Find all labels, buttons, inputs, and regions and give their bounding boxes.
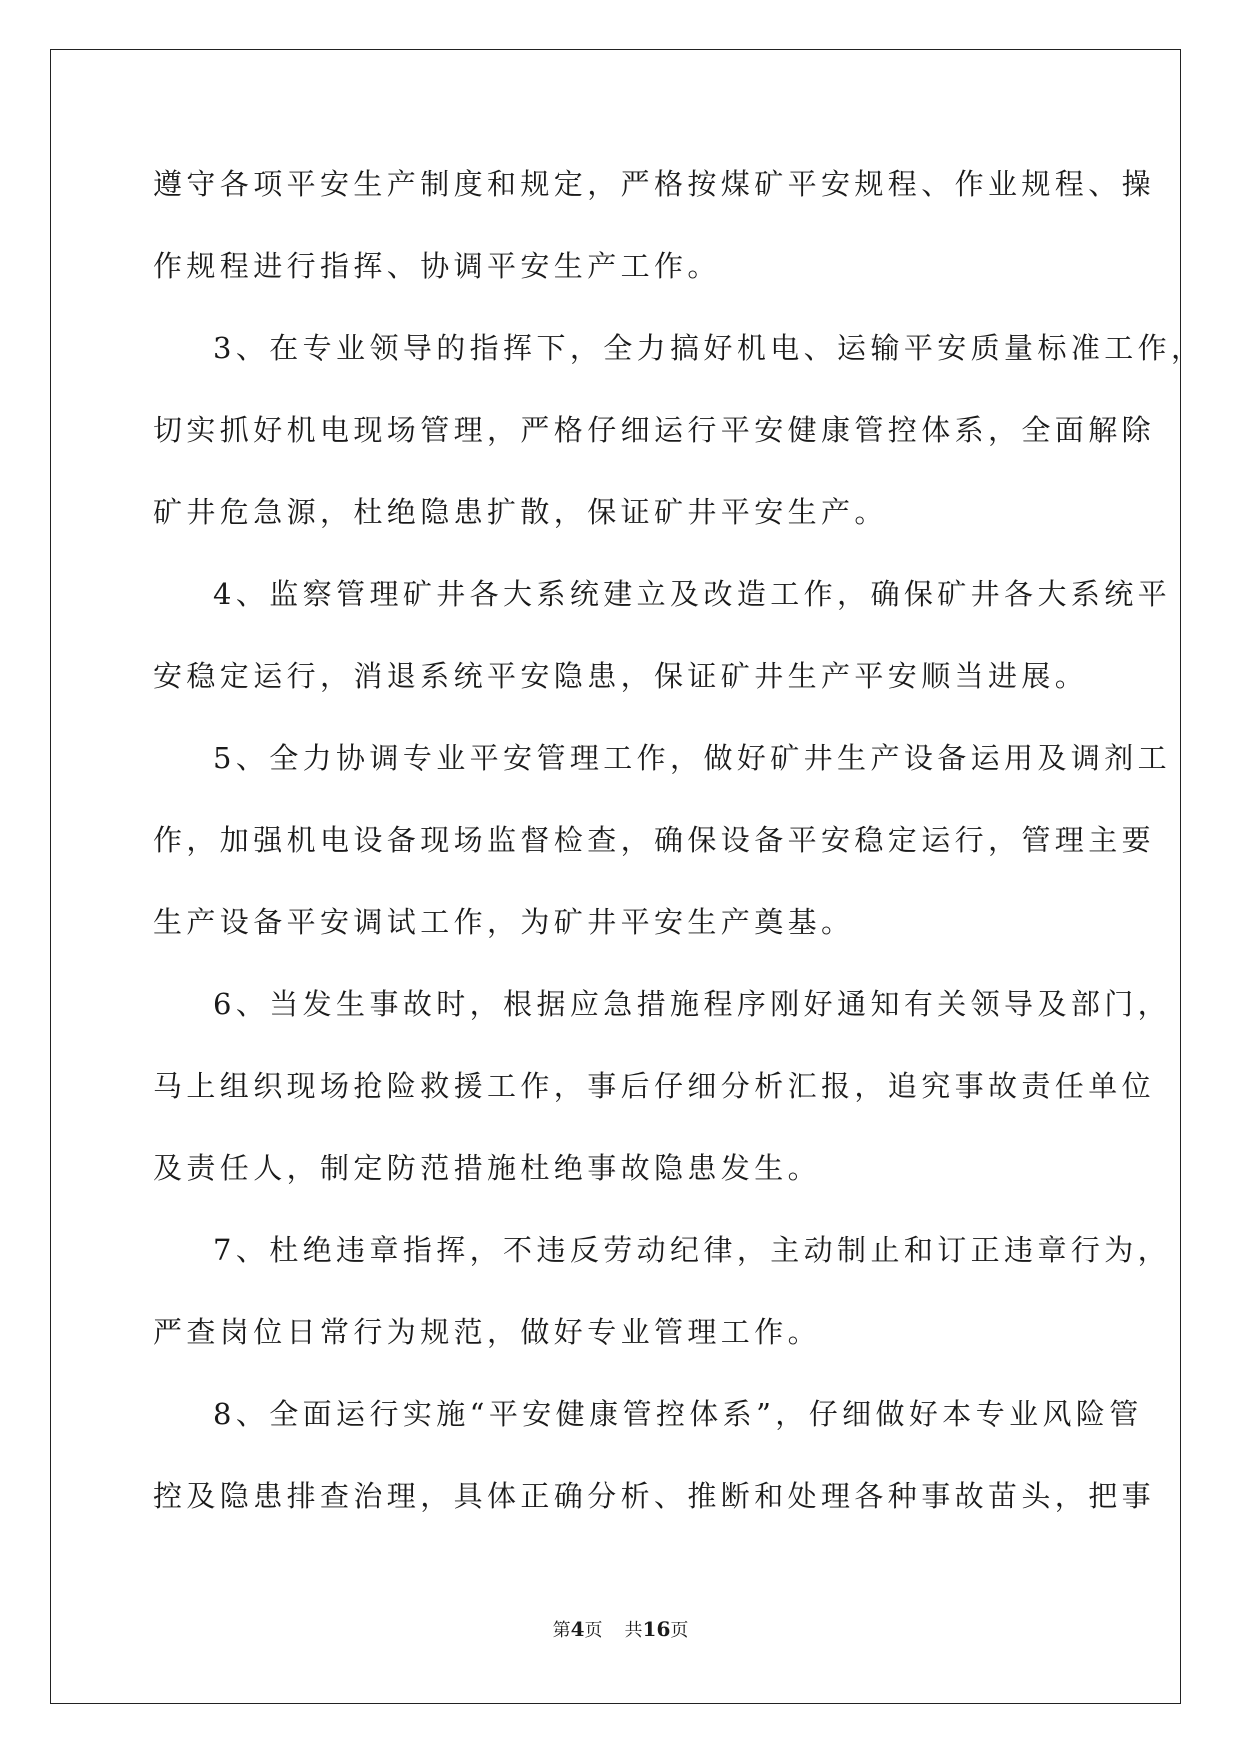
page-footer [0, 1616, 1241, 1642]
text-line: 作规程进行指挥、协调平安生产工作。 [153, 249, 721, 283]
text-line: 矿井危急源，杜绝隐患扩散，保证矿井平安生产。 [153, 495, 888, 529]
footer-page-number: 4 [570, 1617, 585, 1641]
text-line: 生产设备平安调试工作，为矿井平安生产奠基。 [153, 905, 855, 939]
text-line: 遵守各项平安生产制度和规定，严格按煤矿平安规程、作业规程、操 [153, 167, 1156, 201]
text-line: 安稳定运行，消退系统平安隐患，保证矿井生产平安顺当进展。 [153, 659, 1089, 693]
document-body [153, 160, 1205, 1554]
footer-page-prefix: 第 [552, 1620, 571, 1641]
text-line: 及责任人，制定防范措施杜绝事故隐患发生。 [153, 1151, 822, 1185]
text-line: 4、监察管理矿井各大系统建立及改造工作，确保矿井各大系统平 [213, 577, 1172, 611]
text-line: 8、全面运行实施“平安健康管控体系”，仔细做好本专业风险管 [213, 1397, 1143, 1431]
text-line: 3、在专业领导的指挥下，全力搞好机电、运输平安质量标准工作， [213, 331, 1205, 365]
text-line: 作，加强机电设备现场监督检查，确保设备平安稳定运行，管理主要 [153, 823, 1156, 857]
text-line: 严查岗位日常行为规范，做好专业管理工作。 [153, 1315, 822, 1349]
text-line: 6、当发生事故时，根据应急措施程序刚好通知有关领导及部门， [213, 987, 1172, 1021]
text-line: 切实抓好机电现场管理，严格仔细运行平安健康管控体系，全面解除 [153, 413, 1156, 447]
footer-total-pages: 16 [642, 1617, 671, 1641]
text-line: 7、杜绝违章指挥，不违反劳动纪律，主动制止和订正违章行为， [213, 1233, 1172, 1267]
footer-total-prefix: 共 [624, 1620, 643, 1641]
footer-total-suffix: 页 [670, 1620, 689, 1641]
text-line: 5、全力协调专业平安管理工作，做好矿井生产设备运用及调剂工 [213, 741, 1172, 775]
text-line: 马上组织现场抢险救援工作，事后仔细分析汇报，追究事故责任单位 [153, 1069, 1156, 1103]
footer-page-suffix: 页 [584, 1620, 603, 1641]
text-line: 控及隐患排查治理，具体正确分析、推断和处理各种事故苗头，把事 [153, 1479, 1156, 1513]
